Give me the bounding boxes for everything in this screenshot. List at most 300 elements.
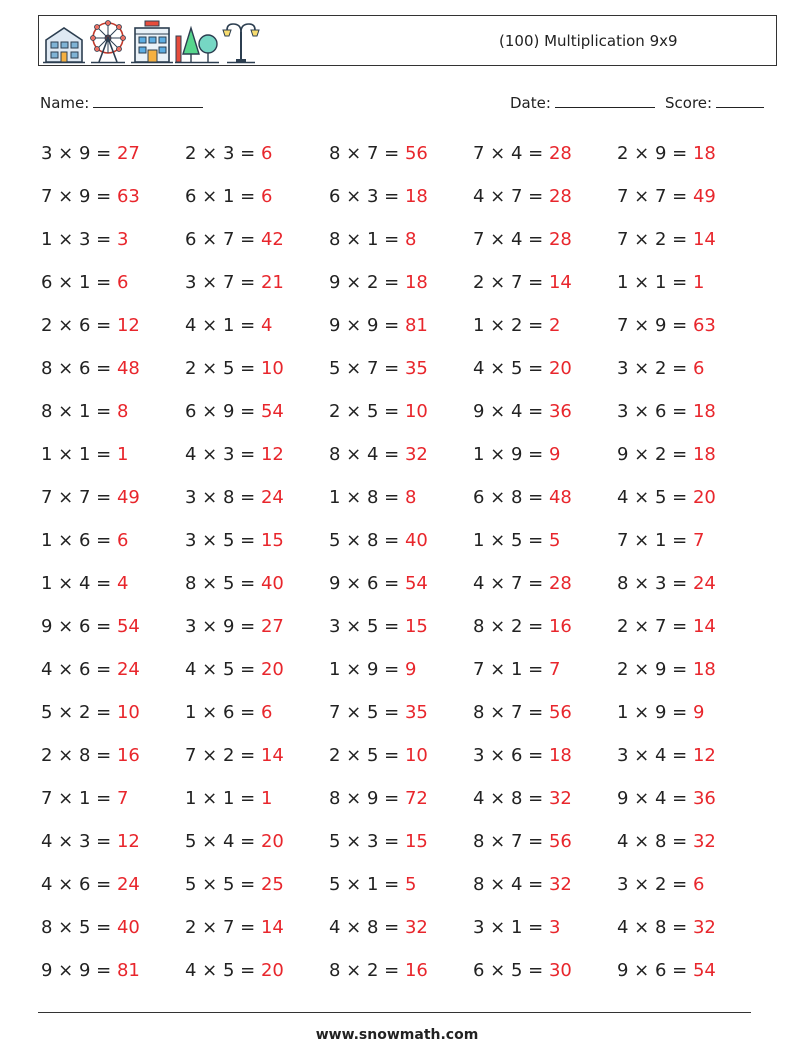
problem-cell bbox=[329, 140, 473, 183]
problem-question: 1 × 3 = bbox=[41, 229, 117, 250]
problem-question: 1 × 1 = bbox=[617, 272, 693, 293]
header-box bbox=[38, 15, 777, 66]
problem-cell bbox=[473, 914, 617, 957]
problem-answer: 56 bbox=[548, 831, 572, 852]
problem-question: 4 × 1 = bbox=[185, 315, 261, 336]
problem-answer: 20 bbox=[260, 960, 284, 981]
problem-cell bbox=[185, 140, 329, 183]
problem-cell bbox=[617, 742, 761, 785]
problem-answer: 24 bbox=[116, 874, 140, 895]
problem-question: 8 × 6 = bbox=[41, 358, 117, 379]
problem-question: 4 × 5 = bbox=[185, 960, 261, 981]
problem-cell bbox=[329, 785, 473, 828]
problem-cell bbox=[473, 785, 617, 828]
problem-cell bbox=[473, 269, 617, 312]
worksheet-title: (100) Multiplication 9x9 bbox=[499, 32, 678, 50]
problem-cell bbox=[329, 656, 473, 699]
problem-answer: 15 bbox=[404, 616, 428, 637]
problem-answer: 18 bbox=[692, 659, 716, 680]
problem-cell bbox=[185, 957, 329, 1000]
problem-row bbox=[41, 183, 761, 226]
problem-answer: 7 bbox=[692, 530, 705, 551]
problem-question: 8 × 7 = bbox=[473, 702, 549, 723]
problem-row bbox=[41, 398, 761, 441]
problem-answer: 21 bbox=[260, 272, 284, 293]
problem-question: 2 × 8 = bbox=[41, 745, 117, 766]
problem-cell bbox=[41, 871, 185, 914]
problem-cell bbox=[329, 398, 473, 441]
problem-cell bbox=[41, 183, 185, 226]
problem-row bbox=[41, 613, 761, 656]
problem-cell bbox=[617, 785, 761, 828]
problem-answer: 28 bbox=[548, 186, 572, 207]
problem-answer: 5 bbox=[548, 530, 561, 551]
problem-question: 2 × 3 = bbox=[185, 143, 261, 164]
problem-question: 1 × 1 = bbox=[185, 788, 261, 809]
problem-question: 8 × 5 = bbox=[185, 573, 261, 594]
problem-answer: 6 bbox=[116, 272, 129, 293]
problem-question: 3 × 5 = bbox=[185, 530, 261, 551]
problem-question: 7 × 9 = bbox=[41, 186, 117, 207]
problem-cell bbox=[329, 570, 473, 613]
problem-question: 1 × 1 = bbox=[41, 444, 117, 465]
problem-cell bbox=[185, 656, 329, 699]
problem-grid bbox=[41, 140, 761, 1000]
problem-question: 4 × 6 = bbox=[41, 874, 117, 895]
problem-cell bbox=[617, 699, 761, 742]
problem-answer: 81 bbox=[116, 960, 140, 981]
problem-answer: 32 bbox=[692, 917, 716, 938]
problem-answer: 16 bbox=[548, 616, 572, 637]
hotel-icon bbox=[131, 20, 173, 64]
problem-answer: 12 bbox=[260, 444, 284, 465]
problem-cell bbox=[473, 398, 617, 441]
problem-row bbox=[41, 140, 761, 183]
problem-cell bbox=[329, 226, 473, 269]
problem-cell bbox=[617, 613, 761, 656]
problem-cell bbox=[185, 785, 329, 828]
problem-cell bbox=[41, 398, 185, 441]
problem-answer: 32 bbox=[404, 444, 428, 465]
problem-question: 8 × 4 = bbox=[329, 444, 405, 465]
problem-answer: 8 bbox=[404, 487, 417, 508]
problem-answer: 9 bbox=[692, 702, 705, 723]
problem-row bbox=[41, 871, 761, 914]
problem-cell bbox=[329, 699, 473, 742]
problem-question: 3 × 7 = bbox=[185, 272, 261, 293]
problem-cell bbox=[185, 226, 329, 269]
problem-cell bbox=[473, 828, 617, 871]
problem-answer: 6 bbox=[260, 186, 273, 207]
problem-answer: 48 bbox=[116, 358, 140, 379]
problem-answer: 14 bbox=[260, 917, 284, 938]
problem-row bbox=[41, 656, 761, 699]
problem-cell bbox=[329, 441, 473, 484]
problem-answer: 18 bbox=[548, 745, 572, 766]
problem-question: 1 × 4 = bbox=[41, 573, 117, 594]
problem-cell bbox=[41, 355, 185, 398]
problem-question: 4 × 8 = bbox=[617, 831, 693, 852]
problem-answer: 12 bbox=[692, 745, 716, 766]
problem-question: 2 × 7 = bbox=[617, 616, 693, 637]
problem-cell bbox=[41, 785, 185, 828]
problem-cell bbox=[473, 226, 617, 269]
problem-cell bbox=[41, 226, 185, 269]
problem-question: 2 × 9 = bbox=[617, 143, 693, 164]
problem-question: 8 × 2 = bbox=[473, 616, 549, 637]
problem-answer: 18 bbox=[692, 401, 716, 422]
problem-answer: 8 bbox=[116, 401, 129, 422]
problem-question: 9 × 2 = bbox=[329, 272, 405, 293]
problem-answer: 1 bbox=[260, 788, 273, 809]
problem-cell bbox=[617, 183, 761, 226]
problem-answer: 3 bbox=[116, 229, 129, 250]
problem-cell bbox=[473, 613, 617, 656]
problem-question: 3 × 1 = bbox=[473, 917, 549, 938]
problem-answer: 27 bbox=[116, 143, 140, 164]
problem-cell bbox=[473, 570, 617, 613]
problem-answer: 40 bbox=[260, 573, 284, 594]
problem-cell bbox=[41, 570, 185, 613]
problem-answer: 24 bbox=[116, 659, 140, 680]
problem-row bbox=[41, 914, 761, 957]
street-lamp-icon bbox=[221, 20, 261, 64]
problem-cell bbox=[41, 828, 185, 871]
problem-answer: 4 bbox=[116, 573, 129, 594]
problem-cell bbox=[329, 742, 473, 785]
problem-cell bbox=[617, 570, 761, 613]
footer-divider bbox=[38, 1012, 751, 1013]
problem-answer: 7 bbox=[548, 659, 561, 680]
problem-question: 1 × 9 = bbox=[329, 659, 405, 680]
problem-question: 2 × 5 = bbox=[329, 401, 405, 422]
problem-cell bbox=[473, 183, 617, 226]
problem-answer: 35 bbox=[404, 358, 428, 379]
problem-row bbox=[41, 312, 761, 355]
problem-cell bbox=[185, 441, 329, 484]
problem-question: 2 × 6 = bbox=[41, 315, 117, 336]
problem-cell bbox=[185, 828, 329, 871]
name-blank[interactable] bbox=[93, 93, 203, 108]
problem-cell bbox=[473, 871, 617, 914]
problem-question: 3 × 6 = bbox=[473, 745, 549, 766]
problem-answer: 25 bbox=[260, 874, 284, 895]
header-icons bbox=[43, 18, 261, 64]
problem-cell bbox=[329, 613, 473, 656]
score-field bbox=[665, 93, 764, 112]
problem-question: 6 × 3 = bbox=[329, 186, 405, 207]
problem-answer: 10 bbox=[260, 358, 284, 379]
problem-answer: 20 bbox=[692, 487, 716, 508]
problem-question: 7 × 7 = bbox=[617, 186, 693, 207]
problem-answer: 63 bbox=[692, 315, 716, 336]
problem-answer: 56 bbox=[548, 702, 572, 723]
problem-question: 6 × 7 = bbox=[185, 229, 261, 250]
problem-question: 9 × 6 = bbox=[617, 960, 693, 981]
problem-row bbox=[41, 957, 761, 1000]
problem-answer: 1 bbox=[116, 444, 129, 465]
problem-answer: 2 bbox=[548, 315, 561, 336]
problem-cell bbox=[185, 398, 329, 441]
problem-answer: 18 bbox=[692, 444, 716, 465]
problem-answer: 1 bbox=[692, 272, 705, 293]
problem-answer: 27 bbox=[260, 616, 284, 637]
problem-answer: 14 bbox=[260, 745, 284, 766]
problem-cell bbox=[329, 828, 473, 871]
problem-cell bbox=[185, 613, 329, 656]
problem-answer: 14 bbox=[548, 272, 572, 293]
problem-cell bbox=[41, 441, 185, 484]
problem-answer: 42 bbox=[260, 229, 284, 250]
problem-question: 3 × 2 = bbox=[617, 358, 693, 379]
problem-answer: 35 bbox=[404, 702, 428, 723]
problem-answer: 63 bbox=[116, 186, 140, 207]
problem-question: 6 × 8 = bbox=[473, 487, 549, 508]
problem-cell bbox=[329, 914, 473, 957]
problem-answer: 14 bbox=[692, 229, 716, 250]
problem-question: 3 × 5 = bbox=[329, 616, 405, 637]
problem-question: 1 × 6 = bbox=[185, 702, 261, 723]
problem-cell bbox=[473, 957, 617, 1000]
problem-answer: 6 bbox=[260, 702, 273, 723]
problem-question: 4 × 7 = bbox=[473, 186, 549, 207]
problem-question: 4 × 7 = bbox=[473, 573, 549, 594]
problem-answer: 54 bbox=[116, 616, 140, 637]
problem-answer: 20 bbox=[260, 659, 284, 680]
problem-answer: 72 bbox=[404, 788, 428, 809]
problem-question: 2 × 9 = bbox=[617, 659, 693, 680]
problem-question: 4 × 8 = bbox=[617, 917, 693, 938]
problem-cell bbox=[185, 527, 329, 570]
problem-cell bbox=[185, 570, 329, 613]
problem-question: 3 × 8 = bbox=[185, 487, 261, 508]
problem-question: 3 × 9 = bbox=[41, 143, 117, 164]
problem-question: 1 × 8 = bbox=[329, 487, 405, 508]
problem-cell bbox=[41, 914, 185, 957]
problem-question: 5 × 8 = bbox=[329, 530, 405, 551]
problem-cell bbox=[185, 914, 329, 957]
problem-answer: 16 bbox=[116, 745, 140, 766]
problem-question: 9 × 6 = bbox=[329, 573, 405, 594]
problem-question: 4 × 6 = bbox=[41, 659, 117, 680]
problem-answer: 28 bbox=[548, 573, 572, 594]
building-icon bbox=[43, 24, 85, 64]
problem-row bbox=[41, 785, 761, 828]
problem-cell bbox=[185, 183, 329, 226]
problem-answer: 15 bbox=[260, 530, 284, 551]
problem-answer: 54 bbox=[404, 573, 428, 594]
problem-answer: 48 bbox=[548, 487, 572, 508]
problem-cell bbox=[473, 355, 617, 398]
score-label: Score: bbox=[665, 94, 713, 112]
problem-question: 7 × 1 = bbox=[617, 530, 693, 551]
problem-cell bbox=[617, 828, 761, 871]
problem-answer: 9 bbox=[404, 659, 417, 680]
problem-question: 8 × 3 = bbox=[617, 573, 693, 594]
problem-cell bbox=[185, 742, 329, 785]
problem-row bbox=[41, 570, 761, 613]
problem-cell bbox=[329, 269, 473, 312]
problem-answer: 6 bbox=[692, 874, 705, 895]
problem-answer: 28 bbox=[548, 143, 572, 164]
problem-question: 1 × 2 = bbox=[473, 315, 549, 336]
problem-question: 4 × 5 = bbox=[617, 487, 693, 508]
problem-cell bbox=[473, 699, 617, 742]
problem-question: 8 × 7 = bbox=[473, 831, 549, 852]
problem-question: 5 × 4 = bbox=[185, 831, 261, 852]
problem-question: 4 × 8 = bbox=[329, 917, 405, 938]
problem-answer: 20 bbox=[260, 831, 284, 852]
problem-answer: 32 bbox=[548, 788, 572, 809]
problem-cell bbox=[41, 312, 185, 355]
problem-question: 9 × 2 = bbox=[617, 444, 693, 465]
problem-question: 4 × 3 = bbox=[41, 831, 117, 852]
problem-question: 5 × 2 = bbox=[41, 702, 117, 723]
problem-question: 8 × 7 = bbox=[329, 143, 405, 164]
problem-question: 5 × 1 = bbox=[329, 874, 405, 895]
footer-url: www.snowmath.com bbox=[315, 1027, 479, 1043]
problem-cell bbox=[473, 312, 617, 355]
problem-cell bbox=[617, 398, 761, 441]
problem-question: 1 × 9 = bbox=[473, 444, 549, 465]
problem-cell bbox=[617, 914, 761, 957]
problem-cell bbox=[185, 355, 329, 398]
problem-question: 8 × 9 = bbox=[329, 788, 405, 809]
problem-question: 7 × 5 = bbox=[329, 702, 405, 723]
problem-cell bbox=[617, 656, 761, 699]
problem-question: 7 × 2 = bbox=[185, 745, 261, 766]
problem-question: 7 × 2 = bbox=[617, 229, 693, 250]
problem-cell bbox=[617, 355, 761, 398]
problem-question: 4 × 5 = bbox=[473, 358, 549, 379]
problem-question: 9 × 9 = bbox=[329, 315, 405, 336]
problem-cell bbox=[617, 312, 761, 355]
problem-cell bbox=[41, 527, 185, 570]
problem-cell bbox=[473, 140, 617, 183]
problem-question: 6 × 1 = bbox=[185, 186, 261, 207]
problem-answer: 49 bbox=[116, 487, 140, 508]
problem-question: 7 × 9 = bbox=[617, 315, 693, 336]
problem-cell bbox=[617, 871, 761, 914]
date-blank[interactable] bbox=[555, 93, 655, 108]
date-field bbox=[510, 93, 655, 112]
problem-answer: 6 bbox=[116, 530, 129, 551]
problem-cell bbox=[617, 226, 761, 269]
problem-question: 7 × 7 = bbox=[41, 487, 117, 508]
problem-question: 9 × 6 = bbox=[41, 616, 117, 637]
score-blank[interactable] bbox=[716, 93, 764, 108]
problem-cell bbox=[41, 484, 185, 527]
problem-row bbox=[41, 742, 761, 785]
problem-answer: 40 bbox=[116, 917, 140, 938]
problem-answer: 5 bbox=[404, 874, 417, 895]
problem-answer: 3 bbox=[548, 917, 561, 938]
problem-question: 3 × 6 = bbox=[617, 401, 693, 422]
problem-question: 2 × 5 = bbox=[329, 745, 405, 766]
problem-question: 3 × 2 = bbox=[617, 874, 693, 895]
problem-answer: 32 bbox=[548, 874, 572, 895]
problem-cell bbox=[185, 699, 329, 742]
problem-row bbox=[41, 441, 761, 484]
problem-row bbox=[41, 527, 761, 570]
problem-cell bbox=[617, 269, 761, 312]
problem-row bbox=[41, 828, 761, 871]
problem-question: 2 × 5 = bbox=[185, 358, 261, 379]
problem-question: 5 × 3 = bbox=[329, 831, 405, 852]
problem-answer: 56 bbox=[404, 143, 428, 164]
problem-answer: 10 bbox=[404, 401, 428, 422]
problem-question: 5 × 5 = bbox=[185, 874, 261, 895]
problem-question: 7 × 1 = bbox=[473, 659, 549, 680]
problem-cell bbox=[473, 484, 617, 527]
problem-answer: 14 bbox=[692, 616, 716, 637]
problem-cell bbox=[41, 656, 185, 699]
problem-cell bbox=[617, 484, 761, 527]
problem-answer: 54 bbox=[260, 401, 284, 422]
problem-row bbox=[41, 355, 761, 398]
problem-cell bbox=[617, 527, 761, 570]
problem-cell bbox=[185, 269, 329, 312]
problem-question: 4 × 8 = bbox=[473, 788, 549, 809]
trees-icon bbox=[175, 24, 219, 64]
problem-answer: 28 bbox=[548, 229, 572, 250]
problem-answer: 20 bbox=[548, 358, 572, 379]
problem-cell bbox=[473, 742, 617, 785]
problem-question: 8 × 1 = bbox=[41, 401, 117, 422]
problem-question: 8 × 5 = bbox=[41, 917, 117, 938]
problem-cell bbox=[329, 183, 473, 226]
problem-question: 7 × 4 = bbox=[473, 229, 549, 250]
problem-answer: 32 bbox=[404, 917, 428, 938]
problem-question: 4 × 5 = bbox=[185, 659, 261, 680]
problem-question: 9 × 9 = bbox=[41, 960, 117, 981]
problem-answer: 54 bbox=[692, 960, 716, 981]
problem-answer: 9 bbox=[548, 444, 561, 465]
problem-answer: 81 bbox=[404, 315, 428, 336]
problem-question: 6 × 9 = bbox=[185, 401, 261, 422]
problem-question: 9 × 4 = bbox=[617, 788, 693, 809]
problem-answer: 7 bbox=[116, 788, 129, 809]
problem-answer: 18 bbox=[404, 186, 428, 207]
name-field bbox=[40, 93, 203, 112]
problem-cell bbox=[617, 140, 761, 183]
problem-answer: 10 bbox=[116, 702, 140, 723]
problem-answer: 8 bbox=[404, 229, 417, 250]
problem-question: 6 × 1 = bbox=[41, 272, 117, 293]
problem-cell bbox=[329, 871, 473, 914]
problem-question: 9 × 4 = bbox=[473, 401, 549, 422]
problem-cell bbox=[185, 484, 329, 527]
problem-cell bbox=[329, 312, 473, 355]
problem-cell bbox=[41, 613, 185, 656]
problem-cell bbox=[473, 527, 617, 570]
problem-question: 2 × 7 = bbox=[473, 272, 549, 293]
problem-question: 1 × 6 = bbox=[41, 530, 117, 551]
problem-answer: 10 bbox=[404, 745, 428, 766]
problem-row bbox=[41, 484, 761, 527]
problem-answer: 6 bbox=[692, 358, 705, 379]
problem-cell bbox=[41, 742, 185, 785]
ferris-wheel-icon bbox=[87, 20, 129, 64]
problem-answer: 24 bbox=[260, 487, 284, 508]
problem-answer: 24 bbox=[692, 573, 716, 594]
problem-cell bbox=[473, 656, 617, 699]
problem-cell bbox=[617, 441, 761, 484]
problem-cell bbox=[185, 312, 329, 355]
date-label: Date: bbox=[510, 94, 551, 112]
problem-question: 8 × 2 = bbox=[329, 960, 405, 981]
problem-cell bbox=[329, 484, 473, 527]
